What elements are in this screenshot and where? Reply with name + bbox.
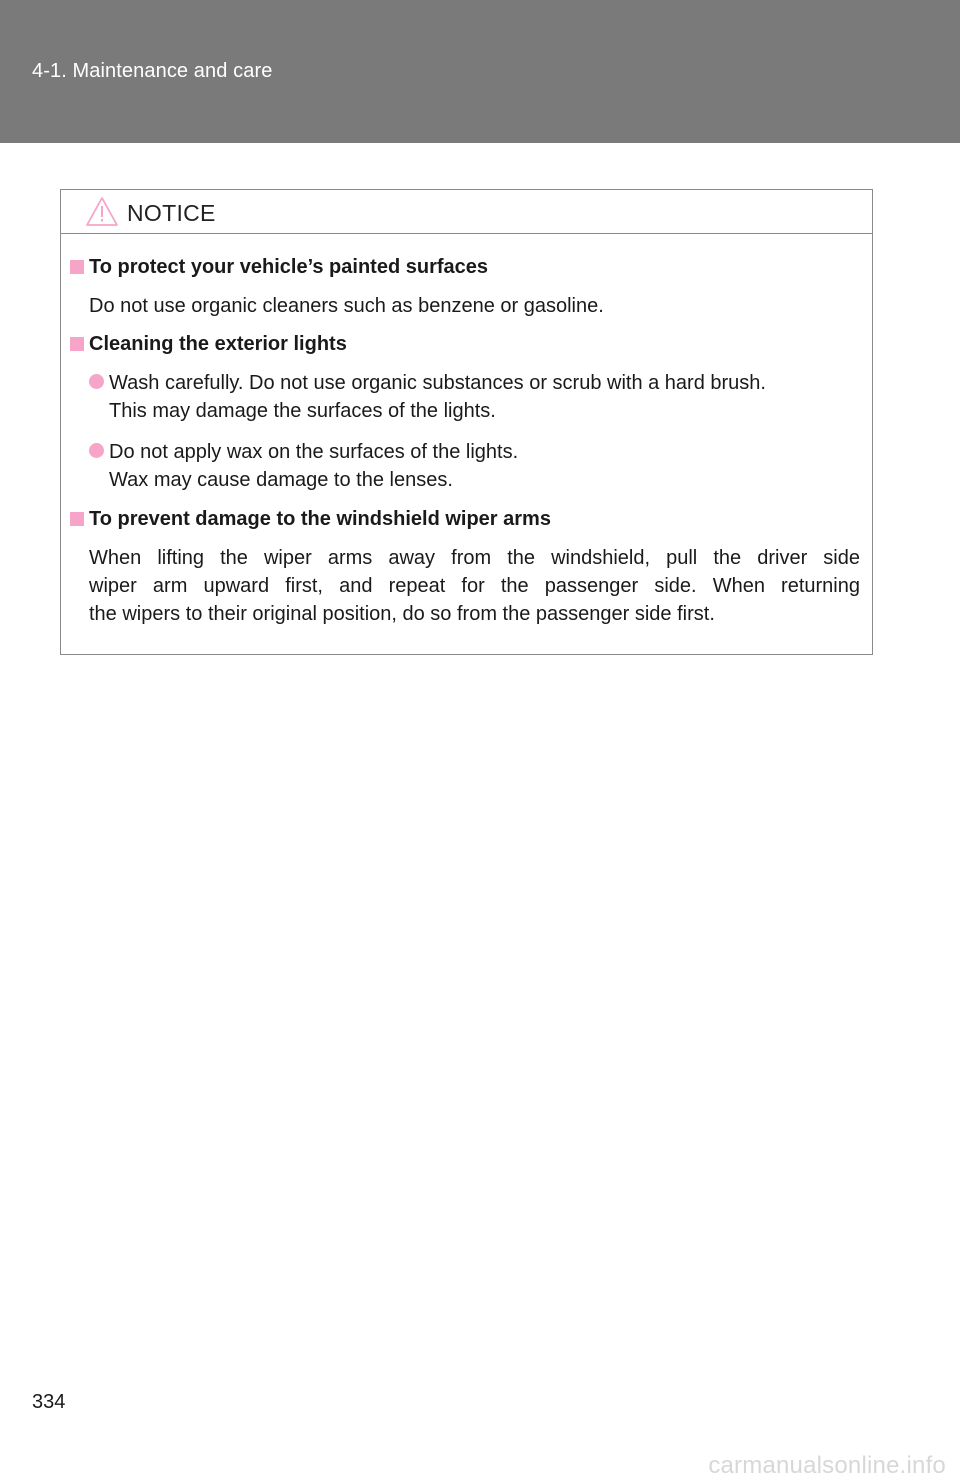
section-body: the wipers to their original position, do so from the passenger side first. [89,603,715,625]
section-body: wiper arm upward first, and repeat for the passenger side. When returning [89,575,860,597]
bullet-text: Wash carefully. Do not use organic substances or scrub with a hard brush. [109,372,766,394]
section-title: 4-1. Maintenance and care [32,60,273,82]
watermark: carmanualsonline.info [708,1452,946,1479]
section-body: Do not use organic cleaners such as benzene or gasoline. [89,295,604,317]
round-bullet-icon [89,374,104,389]
bullet-text: Wax may cause damage to the lenses. [109,469,453,491]
notice-box [60,189,873,655]
page-number: 334 [32,1391,66,1413]
round-bullet-icon [89,443,104,458]
square-bullet-icon [70,337,84,351]
bullet-text: This may damage the surfaces of the lights. [109,400,496,422]
section-body: When lifting the wiper arms away from the windshield, pull the driver side [89,547,860,569]
section-heading: To prevent damage to the windshield wiper arms [89,508,551,530]
section-heading: Cleaning the exterior lights [89,333,347,355]
bullet-text: Do not apply wax on the surfaces of the lights. [109,441,519,463]
notice-header [61,190,872,234]
page-header [0,0,960,143]
square-bullet-icon [70,260,84,274]
section-heading: To protect your vehicle’s painted surfaces [89,256,489,278]
notice-title: NOTICE [127,200,216,226]
warning-icon [85,196,119,227]
square-bullet-icon [70,512,84,526]
